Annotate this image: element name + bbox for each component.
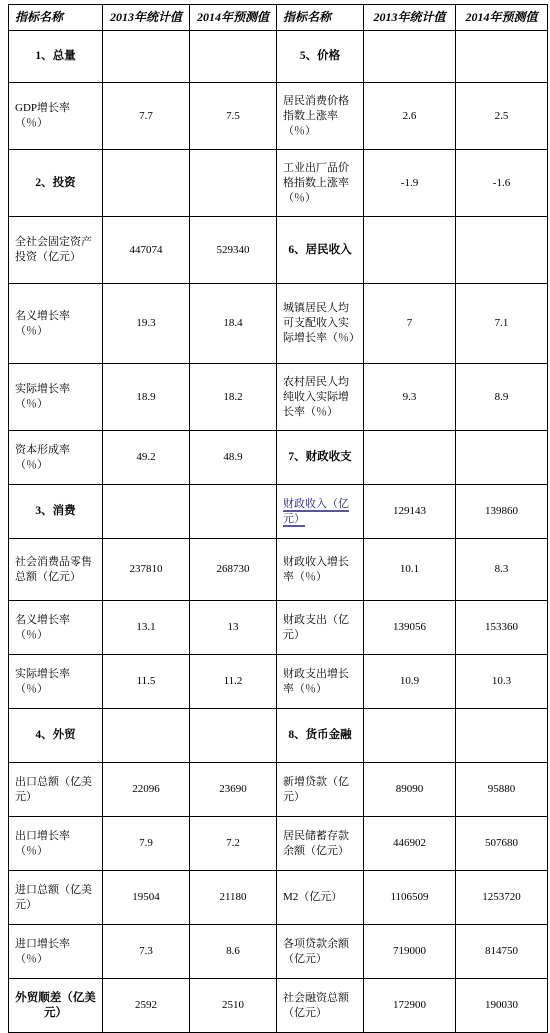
value-2013: 10.9: [364, 655, 456, 709]
value-2014: [456, 31, 548, 83]
value-2014: 23690: [190, 763, 277, 817]
value-2013: [103, 31, 190, 83]
indicator-name: 新增贷款（亿元）: [277, 763, 364, 817]
indicator-name: 居民储蓄存款余额（亿元）: [277, 817, 364, 871]
value-2013: 129143: [364, 485, 456, 539]
table-row: [9, 150, 548, 217]
indicator-name: 财政支出增长率（％）: [277, 655, 364, 709]
value-2013: 2592: [103, 979, 190, 1033]
indicator-name: 出口增长率（％）: [9, 817, 103, 871]
indicator-name: 7、财政收支: [277, 431, 364, 485]
indicator-name: 农村居民人均纯收入实际增长率（％）: [277, 364, 364, 431]
header-2013-right: 2013年统计值: [364, 5, 456, 31]
table-row: [9, 539, 548, 601]
header-row: [9, 5, 548, 31]
value-2013: 172900: [364, 979, 456, 1033]
value-2014: 8.6: [190, 925, 277, 979]
value-2013: -1.9: [364, 150, 456, 217]
header-indicator-name-right: 指标名称: [277, 5, 364, 31]
indicator-name: 4、外贸: [9, 709, 103, 763]
value-2014: 7.2: [190, 817, 277, 871]
value-2013: [364, 709, 456, 763]
indicator-name: 进口增长率（％）: [9, 925, 103, 979]
value-2013: 9.3: [364, 364, 456, 431]
value-2013: [103, 709, 190, 763]
value-2013: [364, 431, 456, 485]
value-2014: 1253720: [456, 871, 548, 925]
indicator-name: 工业出厂品价格指数上涨率（％）: [277, 150, 364, 217]
value-2014: 507680: [456, 817, 548, 871]
table-row: [9, 655, 548, 709]
value-2013: 237810: [103, 539, 190, 601]
value-2013: 13.1: [103, 601, 190, 655]
value-2014: [190, 31, 277, 83]
indicator-name: 外贸顺差（亿美元）: [9, 979, 103, 1033]
value-2014: 268730: [190, 539, 277, 601]
table-row: [9, 601, 548, 655]
indicator-name: 出口总额（亿美元）: [9, 763, 103, 817]
value-2013: 89090: [364, 763, 456, 817]
indicator-name: 进口总额（亿美元）: [9, 871, 103, 925]
table-row: [9, 979, 548, 1033]
table-row: [9, 217, 548, 284]
indicator-name: 城镇居民人均可支配收入实际增长率（％）: [277, 284, 364, 364]
value-2014: 529340: [190, 217, 277, 284]
indicator-name: 5、价格: [277, 31, 364, 83]
header-2014-left: 2014年预测值: [190, 5, 277, 31]
table-row: [9, 431, 548, 485]
indicator-name: GDP增长率（％）: [9, 83, 103, 150]
indicator-name: 居民消费价格指数上涨率（％）: [277, 83, 364, 150]
indicator-name: 财政支出（亿元）: [277, 601, 364, 655]
indicator-name: 社会融资总额（亿元）: [277, 979, 364, 1033]
indicator-name: 财政收入增长率（％）: [277, 539, 364, 601]
value-2013: 7.9: [103, 817, 190, 871]
value-2013: [364, 217, 456, 284]
value-2013: 19.3: [103, 284, 190, 364]
value-2014: 11.2: [190, 655, 277, 709]
indicator-name: 资本形成率（％）: [9, 431, 103, 485]
indicator-name: 各项贷款余额（亿元）: [277, 925, 364, 979]
value-2014: 2510: [190, 979, 277, 1033]
header-2014-right: 2014年预测值: [456, 5, 548, 31]
value-2013: 1106509: [364, 871, 456, 925]
value-2014: 153360: [456, 601, 548, 655]
value-2013: 22096: [103, 763, 190, 817]
table-row: [9, 83, 548, 150]
value-2014: -1.6: [456, 150, 548, 217]
value-2013: 7.7: [103, 83, 190, 150]
indicator-name: 3、消费: [9, 485, 103, 539]
value-2013: [103, 150, 190, 217]
value-2013: 19504: [103, 871, 190, 925]
indicator-name: 1、总量: [9, 31, 103, 83]
indicator-name: 6、居民收入: [277, 217, 364, 284]
value-2013: 7: [364, 284, 456, 364]
table-row: [9, 485, 548, 539]
value-2014: 139860: [456, 485, 548, 539]
value-2014: 7.5: [190, 83, 277, 150]
indicator-name: 2、投资: [9, 150, 103, 217]
value-2014: [190, 485, 277, 539]
value-2014: [456, 431, 548, 485]
indicator-name: 实际增长率（％）: [9, 655, 103, 709]
value-2014: 2.5: [456, 83, 548, 150]
value-2014: 814750: [456, 925, 548, 979]
indicator-name: 实际增长率（％）: [9, 364, 103, 431]
table-row: [9, 871, 548, 925]
indicator-name-link[interactable]: [277, 485, 364, 539]
table-row: [9, 364, 548, 431]
table-row: [9, 817, 548, 871]
forecast-table: [8, 4, 548, 1033]
value-2014: 190030: [456, 979, 548, 1033]
table-row: [9, 284, 548, 364]
table-row: [9, 925, 548, 979]
value-2013: [364, 31, 456, 83]
indicator-name: 名义增长率（％）: [9, 284, 103, 364]
indicator-name: 8、货币金融: [277, 709, 364, 763]
value-2014: 10.3: [456, 655, 548, 709]
value-2013: [103, 485, 190, 539]
value-2013: 7.3: [103, 925, 190, 979]
value-2013: 447074: [103, 217, 190, 284]
value-2013: 2.6: [364, 83, 456, 150]
value-2014: [456, 217, 548, 284]
value-2014: 21180: [190, 871, 277, 925]
value-2014: 8.3: [456, 539, 548, 601]
value-2013: 10.1: [364, 539, 456, 601]
indicator-name: 社会消费品零售总额（亿元）: [9, 539, 103, 601]
header-indicator-name-left: 指标名称: [9, 5, 103, 31]
fiscal-revenue-link-text[interactable]: 财政收入（亿元）: [283, 497, 349, 525]
value-2014: [456, 709, 548, 763]
indicator-name: 名义增长率（％）: [9, 601, 103, 655]
value-2013: 18.9: [103, 364, 190, 431]
value-2014: [190, 709, 277, 763]
value-2013: 49.2: [103, 431, 190, 485]
value-2014: [190, 150, 277, 217]
table-row: [9, 763, 548, 817]
value-2014: 18.4: [190, 284, 277, 364]
value-2014: 8.9: [456, 364, 548, 431]
value-2014: 7.1: [456, 284, 548, 364]
header-2013-left: 2013年统计值: [103, 5, 190, 31]
value-2013: 139056: [364, 601, 456, 655]
value-2014: 48.9: [190, 431, 277, 485]
value-2013: 719000: [364, 925, 456, 979]
value-2013: 446902: [364, 817, 456, 871]
indicator-name: 全社会固定资产投资（亿元）: [9, 217, 103, 284]
table-wrapper: [8, 4, 548, 1033]
value-2013: 11.5: [103, 655, 190, 709]
table-row: [9, 31, 548, 83]
value-2014: 13: [190, 601, 277, 655]
value-2014: 18.2: [190, 364, 277, 431]
table-row: [9, 709, 548, 763]
indicator-name: M2（亿元）: [277, 871, 364, 925]
value-2014: 95880: [456, 763, 548, 817]
